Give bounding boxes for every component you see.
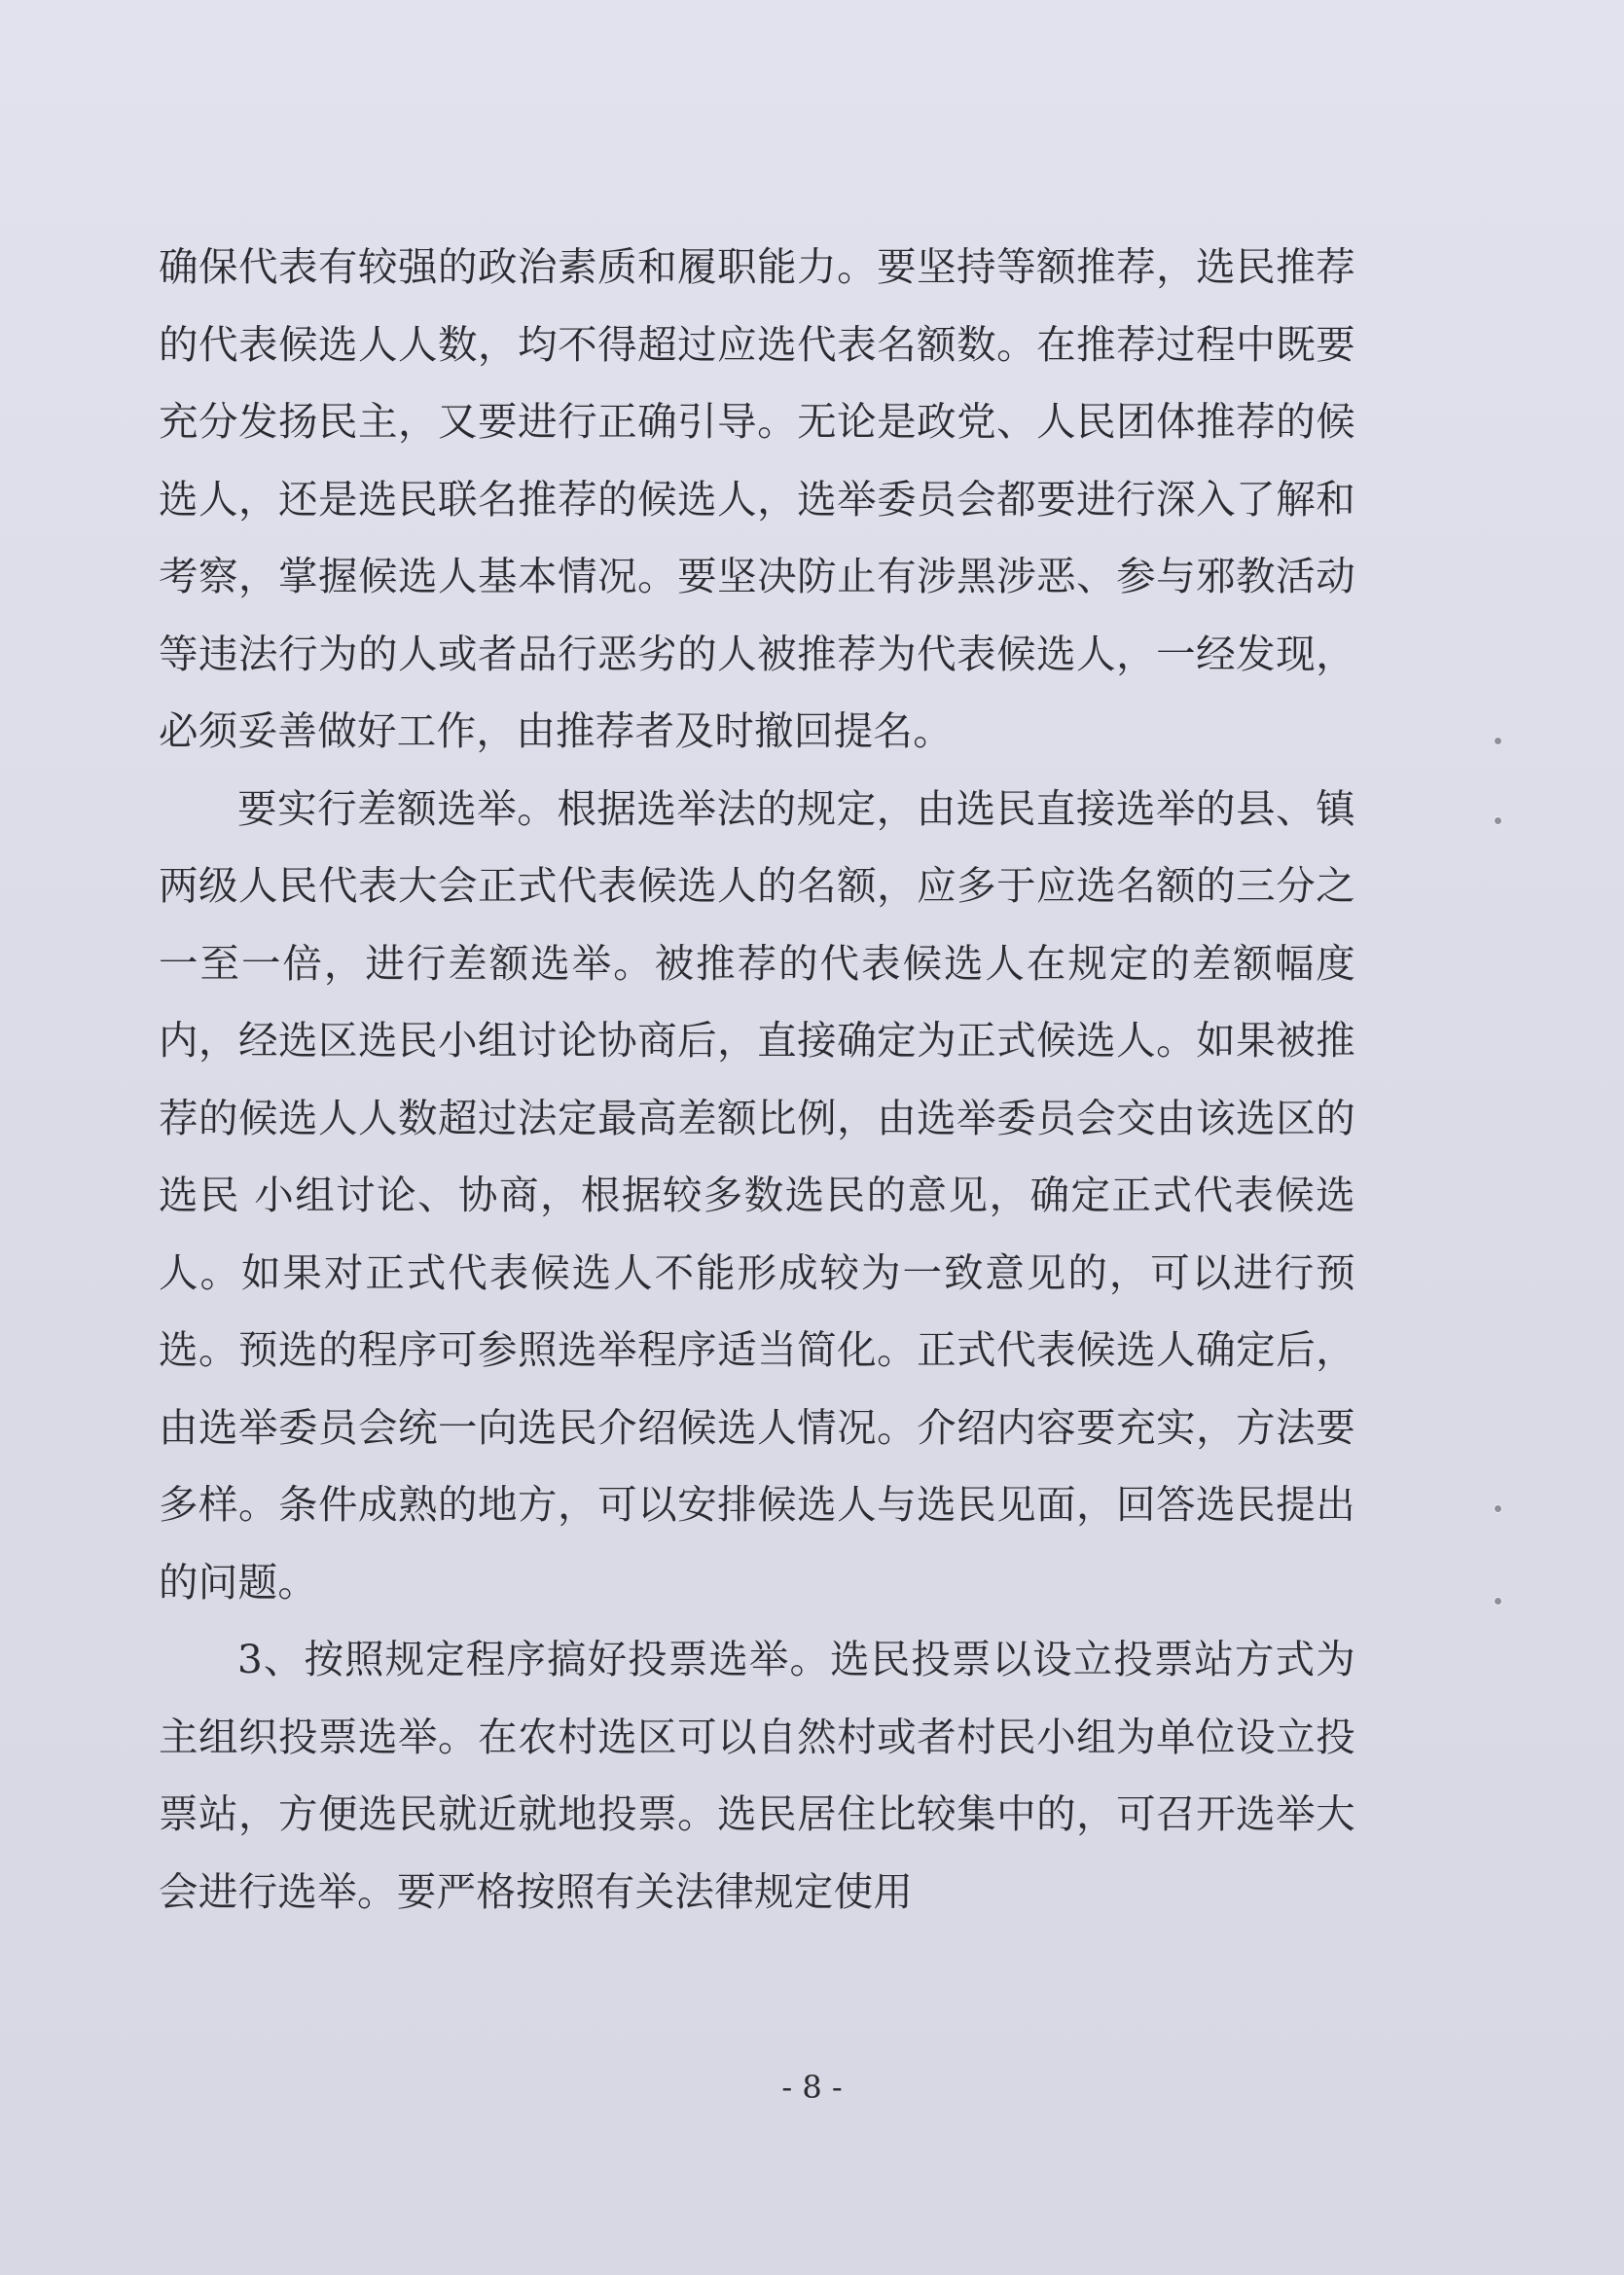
binding-hole-mark (1495, 1598, 1501, 1605)
paragraph-3: 3、按照规定程序搞好投票选举。选民投票以设立投票站方式为主组织投票选举。在农村选区可以自然村或者村民小组为单位设立投票站，方便选民就近就地投票。选民居住比较集中的，可召开选举大会进行选举。要严格按照有关法律规定使用 (159, 1636, 1355, 1915)
page-number: - 8 - (781, 2069, 843, 2106)
binding-hole-mark (1495, 738, 1501, 744)
body-text (159, 229, 1355, 1931)
binding-hole-mark (1495, 1505, 1501, 1512)
paragraph-1: 确保代表有较强的政治素质和履职能力。要坚持等额推荐，选民推荐的代表候选人人数，均不得超过应选代表名额数。在推荐过程中既要充分发扬民主，又要进行正确引导。无论是政党、人民团体推荐的候选人，还是选民联名推荐的候选人，选举委员会都要进行深入了解和考察，掌握候选人基本情况。要坚决防止有涉黑涉恶、参与邪教活动等违法行为的人或者品行恶劣的人被推荐为代表候选人，一经发现，必须妥善做好工作，由推荐者及时撤回提名。 (159, 243, 1355, 754)
binding-hole-mark (1495, 817, 1501, 824)
paragraph-2: 要实行差额选举。根据选举法的规定，由选民直接选举的县、镇两级人民代表大会正式代表候选人的名额，应多于应选名额的三分之一至一倍，进行差额选举。被推荐的代表候选人在规定的差额幅度内，经选区选民小组讨论协商后，直接确定为正式候选人。如果被推荐的候选人人数超过法定最高差额比例，由选举委员会交由该选区的选民 小组讨论、协商，根据较多数选民的意见，确定正式代表候选人。如果对正式代表候选人不能形成较为一致意见的，可以进行预选。预选的程序可参照选举程序适当简化。正式代表候选人确定后，由选举委员会统一向选民介绍候选人情况。介绍内容要充实，方法要多样。条件成熟的地方，可以安排候选人与选民见面，回答选民提出的问题。 (159, 784, 1355, 1606)
